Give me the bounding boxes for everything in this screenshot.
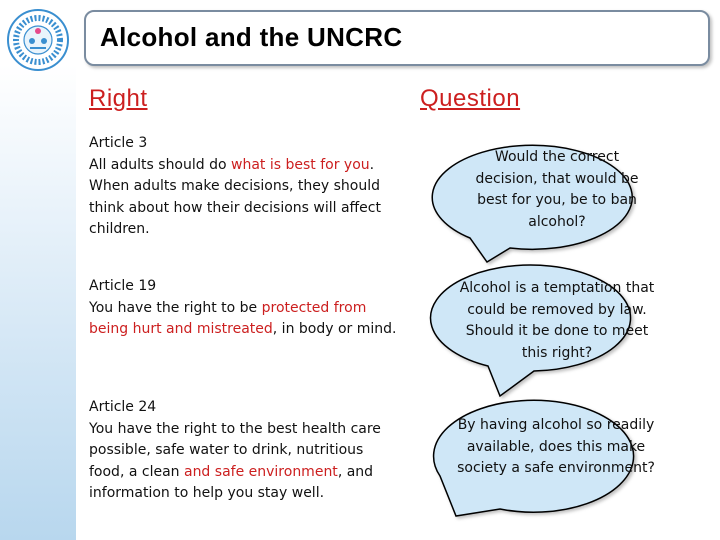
article-text: . When adults make decisions, they should think about how their decisions will affect children. [89, 156, 381, 238]
article-label: Article 3 [89, 135, 148, 151]
page-title: Alcohol and the UNCRC [100, 22, 403, 52]
article-text: , and information to help you stay well. [89, 463, 374, 502]
article-highlight: what is best for you [231, 156, 370, 173]
article-text: , in body or mind. [272, 321, 397, 338]
question-column-heading: Question [420, 85, 521, 112]
article-highlight: and safe environment [183, 463, 338, 480]
article-highlight: protected from being hurt and mistreated [89, 299, 367, 338]
right-column-heading: Right [89, 85, 148, 112]
article-text: All adults should do [89, 156, 232, 173]
article-text: You have the right to the best health care possible, safe water to drink, nutritious food, a clean [89, 420, 381, 480]
article-text: You have the right to be [89, 299, 262, 316]
article-label: Article 19 [89, 278, 157, 294]
article-label: Article 24 [89, 399, 157, 415]
question-text-3: By having alcohol so readily available, does this make society a safe environment? [457, 417, 655, 477]
question-text-2: Alcohol is a temptation that could be removed by law. Should it be done to meet this right? [459, 280, 655, 361]
question-text-1: Would the correct decision, that would be best for you, be to ban alcohol? [475, 149, 639, 230]
